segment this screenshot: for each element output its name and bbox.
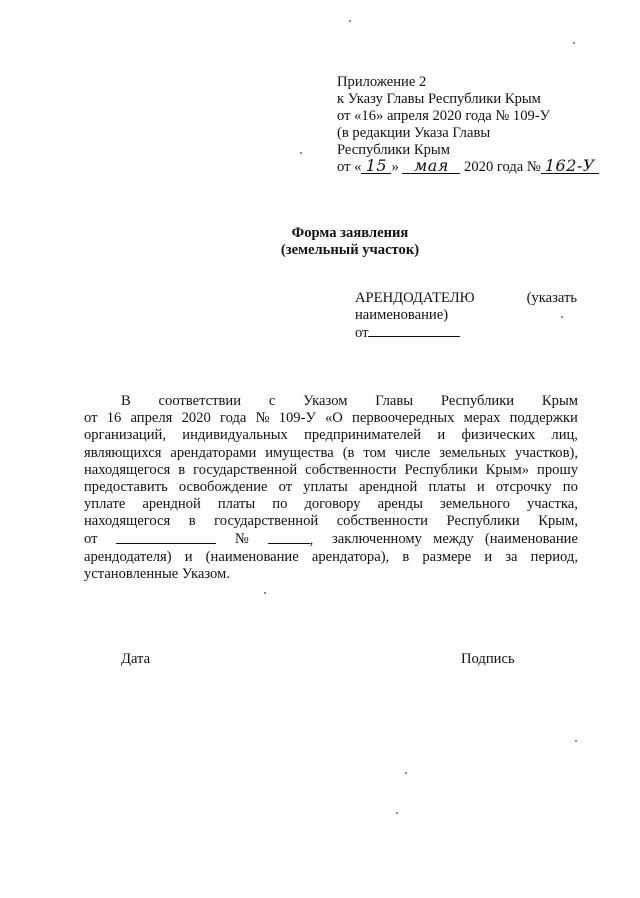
scan-speck (349, 20, 351, 22)
body-word: 2020 (181, 410, 211, 427)
body-word: платы (217, 496, 256, 513)
body-word: государственной (193, 461, 298, 478)
body-word: уплаты (303, 479, 348, 496)
body-word: по (272, 496, 288, 513)
body-line (84, 479, 578, 496)
body-line (84, 496, 578, 513)
body-line (84, 393, 578, 410)
body-word: (в (342, 444, 355, 461)
body-word: платы (428, 479, 466, 496)
date-quote-close: » (391, 159, 399, 175)
body-word: собственности (336, 513, 428, 530)
body-line (84, 549, 578, 566)
body-word: освобождение (178, 479, 268, 496)
handwritten-month: мая (402, 159, 460, 174)
scan-speck (573, 42, 575, 44)
body-word: имущества (265, 444, 334, 461)
from-blank (368, 324, 460, 337)
body-word: государственной (214, 513, 319, 530)
body-line (84, 445, 578, 462)
body-word: с (268, 393, 276, 409)
body-word: находящегося (84, 513, 171, 530)
body-word: от (278, 479, 293, 496)
body-word: уплате (84, 496, 126, 513)
body-word: участка, (526, 496, 578, 513)
appendix-line-1: Приложение 2 (337, 74, 427, 90)
application-body (84, 393, 578, 583)
body-word: в (402, 548, 410, 565)
scan-speck (561, 316, 563, 318)
body-word: отсрочку (495, 479, 552, 496)
body-word: договору (304, 496, 361, 513)
body-word: Республики (404, 461, 478, 478)
body-word: арендной (358, 479, 418, 496)
body-word: предпринимателей (304, 427, 422, 444)
body-word: «О (325, 410, 343, 427)
body-word: в (188, 513, 196, 530)
body-word: участков), (514, 444, 578, 461)
body-word: Республики (440, 393, 515, 409)
body-word: мерах (463, 410, 501, 427)
date-year: 2020 года № (464, 159, 541, 175)
addressee-instruction-cont: наименование) (355, 307, 449, 323)
addressee-from-line (355, 324, 577, 342)
body-word: находящегося (84, 461, 171, 478)
body-word: и (484, 548, 493, 565)
body-word: период, (530, 548, 578, 565)
body-word: 16 (106, 410, 122, 427)
body-word: физических (461, 427, 536, 444)
body-word: (наименование (484, 530, 578, 547)
body-line-contract (84, 531, 578, 549)
body-word: размере (422, 548, 472, 565)
addressee-word: АРЕНДОДАТЕЛЮ (355, 290, 475, 306)
body-word: и (476, 479, 485, 496)
body-word: заключенному (331, 530, 422, 547)
signature-label: Подпись (461, 651, 515, 667)
body-word: между (433, 530, 474, 547)
body-word: арендной (142, 496, 201, 513)
body-line (84, 410, 578, 427)
body-word: индивидуальных (182, 427, 288, 444)
body-word: и (437, 427, 446, 444)
appendix-header (337, 74, 607, 176)
body-word: Указом (303, 393, 348, 409)
body-word: лиц, (551, 427, 578, 444)
contract-tail (332, 531, 578, 549)
appendix-line-3: от «16» апреля 2020 года № 109-У (337, 108, 551, 124)
body-word: 109-У (278, 410, 316, 427)
body-word: года (219, 410, 247, 427)
body-line (84, 462, 578, 479)
body-word: организаций, (84, 427, 166, 444)
body-word: поддержки (509, 410, 578, 427)
handwritten-day: 15 (361, 159, 391, 174)
form-title: Форма заявления (291, 225, 409, 241)
body-word: Крым» (485, 461, 530, 478)
body-word: Крым, (538, 513, 578, 530)
body-line-last: установленные Указом. (84, 566, 230, 583)
scan-speck (300, 152, 302, 154)
appendix-amendment-date (337, 156, 607, 176)
body-word: земельного (439, 496, 510, 513)
scan-speck (575, 740, 577, 742)
body-word: № (255, 410, 270, 427)
scan-speck (264, 592, 266, 594)
addressee-block (355, 290, 577, 342)
body-word: прошу (537, 461, 578, 478)
body-word: от (84, 410, 98, 427)
body-word: за (505, 548, 518, 565)
body-word: первоочередных (352, 410, 455, 427)
appendix-line-2: к Указу Главы Республики Крым (337, 91, 541, 107)
body-word: и (184, 548, 193, 565)
body-word: Главы (375, 393, 414, 409)
body-word: апреля (130, 410, 173, 427)
body-word: арендатора), (311, 548, 390, 565)
handwritten-number: 162-У (541, 159, 599, 174)
body-line (84, 427, 578, 444)
body-word: аренды (377, 496, 423, 513)
body-word: числе (394, 444, 431, 461)
date-prefix: от « (337, 159, 362, 175)
body-word: арендодателя) (84, 548, 172, 565)
body-word: Крым (541, 393, 578, 409)
from-label: от (355, 325, 369, 341)
contract-number-wrap: , (268, 531, 314, 549)
scan-speck (396, 812, 398, 814)
body-word: Республики (446, 513, 520, 530)
addressee-instruction: (указать (526, 290, 577, 306)
scan-speck (405, 772, 407, 774)
body-word: в (178, 461, 186, 478)
body-word: предоставить (84, 479, 168, 496)
body-word: (наименование (205, 548, 299, 565)
body-word: В (121, 393, 131, 409)
contract-from-label: от (84, 530, 98, 547)
body-word: соответствии (158, 393, 242, 409)
body-word: являющихся (84, 444, 162, 461)
contract-number-sign: № (234, 530, 249, 547)
contract-date-blank (116, 531, 216, 544)
appendix-line-4: (в редакции Указа Главы (337, 125, 491, 141)
form-subtitle: (земельный участок) (280, 242, 420, 258)
body-word: земельных (439, 444, 507, 461)
body-line (84, 513, 578, 530)
body-word: том (363, 444, 386, 461)
body-word: арендаторами (170, 444, 257, 461)
body-word: собственности (305, 461, 397, 478)
date-label: Дата (121, 651, 151, 667)
appendix-line-5: Республики Крым (337, 142, 450, 158)
contract-number-blank (268, 531, 310, 544)
body-word: по (562, 479, 578, 496)
